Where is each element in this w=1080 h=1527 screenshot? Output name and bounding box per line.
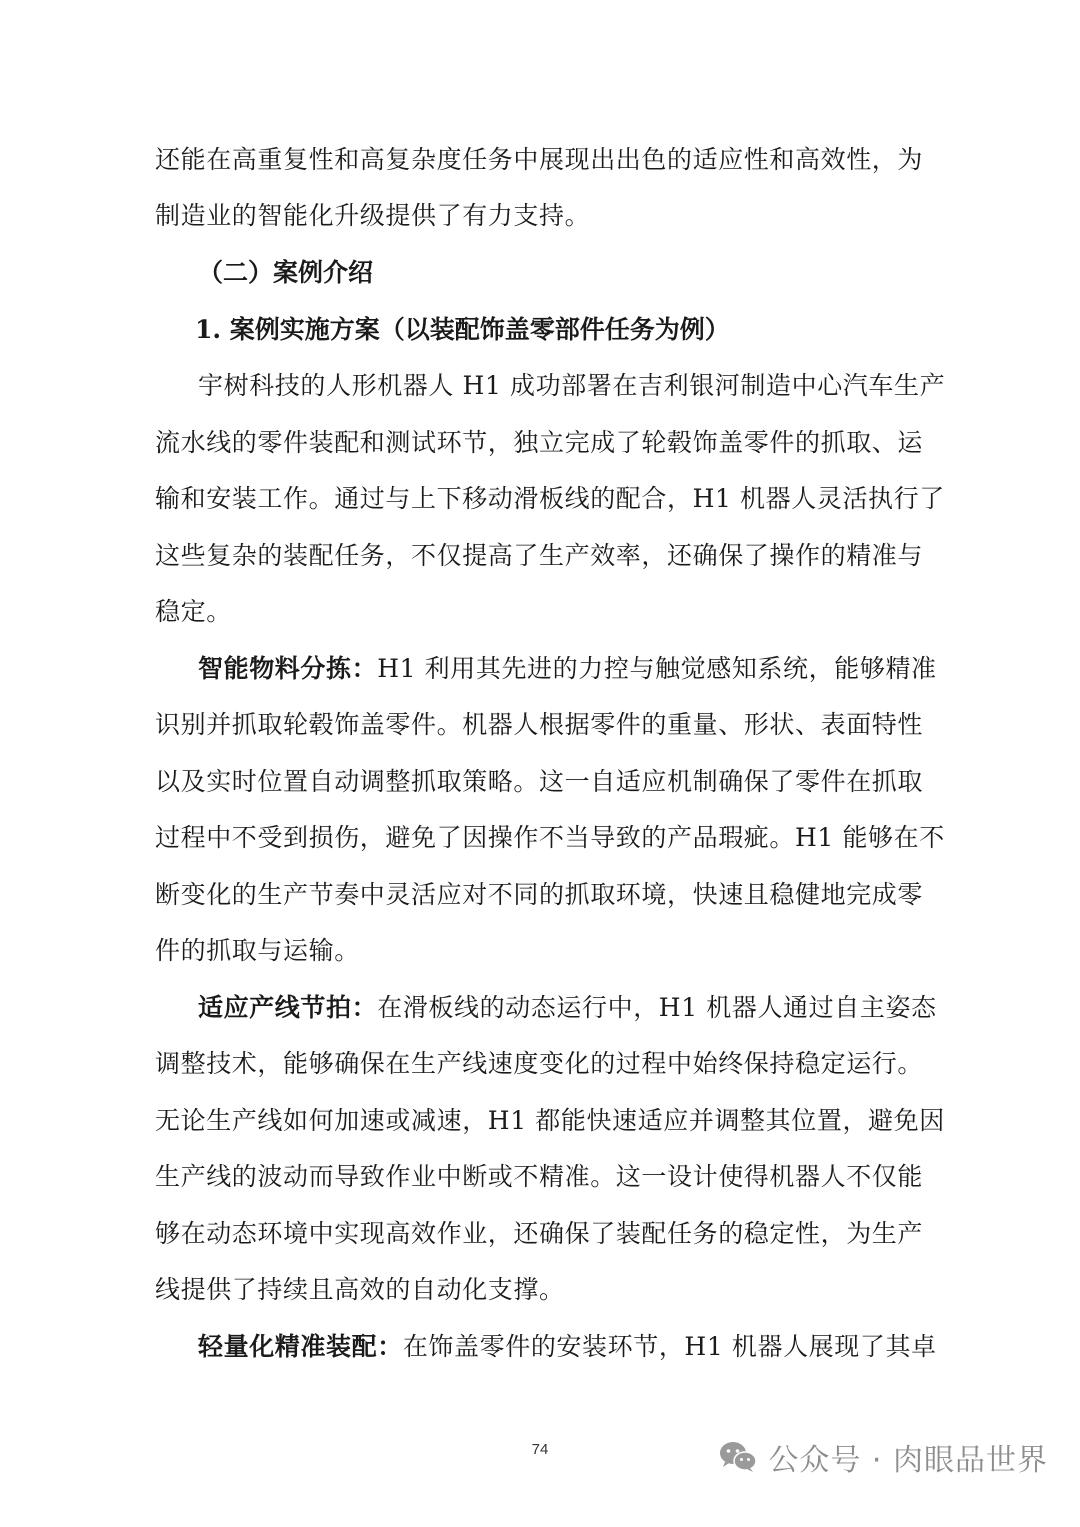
wechat-icon [718,1440,758,1474]
paragraph-line: 制造业的智能化升级提供了有力支持。 [155,201,591,230]
paragraph-line: 这些复杂的装配任务，不仅提高了生产效率，还确保了操作的精准与 [155,541,924,570]
paragraph-line [198,652,968,686]
paragraph-line: 够在动态环境中实现高效作业，还确保了装配任务的稳定性，为生产 [155,1219,924,1248]
paragraph-line: 断变化的生产节奏中灵活应对不同的抓取环境，快速且稳健地完成零 [155,880,924,909]
paragraph-lead: 轻量化精准装配： [198,1332,403,1361]
paragraph-line: 宇树科技的人形机器人 H1 成功部署在吉利银河制造中心汽车生产 [198,371,946,400]
watermark [718,1432,1048,1482]
paragraph-line: 过程中不受到损伤，避免了因操作不当导致的产品瑕疵。H1 能够在不 [155,823,945,852]
section-heading: （二）案例介绍 [198,258,374,287]
paragraph-line: 还能在高重复性和高复杂度任务中展现出出色的适应性和高效性，为 [155,145,924,174]
paragraph-line: 稳定。 [155,597,232,626]
page-number: 74 [531,1441,549,1458]
paragraph-text: 在滑板线的动态运行中，H1 机器人通过自主姿态 [377,993,937,1022]
paragraph-line: 识别并抓取轮毂饰盖零件。机器人根据零件的重量、形状、表面特性 [155,710,924,739]
watermark-text: 公众号 · 肉眼品世界 [768,1443,1048,1478]
paragraph-line: 流水线的零件装配和测试环节，独立完成了轮毂饰盖零件的抓取、运 [155,428,924,457]
subsection-heading: 1. 案例实施方案（以装配饰盖零部件任务为例） [195,315,730,344]
paragraph-lead: 智能物料分拣： [198,654,378,683]
paragraph-line: 件的抓取与运输。 [155,936,360,965]
paragraph-line: 输和安装工作。通过与上下移动滑板线的配合，H1 机器人灵活执行了 [155,484,945,513]
paragraph-line: 生产线的波动而导致作业中断或不精准。这一设计使得机器人不仅能 [155,1162,924,1191]
paragraph-line: 调整技术，能够确保在生产线速度变化的过程中始终保持稳定运行。 [155,1049,924,1078]
paragraph-text: 在饰盖零件的安装环节，H1 机器人展现了其卓 [402,1332,937,1361]
paragraph-lead: 适应产线节拍： [198,993,378,1022]
paragraph-line [198,991,968,1025]
paragraph-line [198,1330,968,1364]
paragraph-line: 以及实时位置自动调整抓取策略。这一自适应机制确保了零件在抓取 [155,767,924,796]
paragraph-text: H1 利用其先进的力控与触觉感知系统，能够精准 [377,654,937,683]
paragraph-line: 线提供了持续且高效的自动化支撑。 [155,1275,565,1304]
paragraph-line: 无论生产线如何加速或减速，H1 都能快速适应并调整其位置，避免因 [155,1106,945,1135]
